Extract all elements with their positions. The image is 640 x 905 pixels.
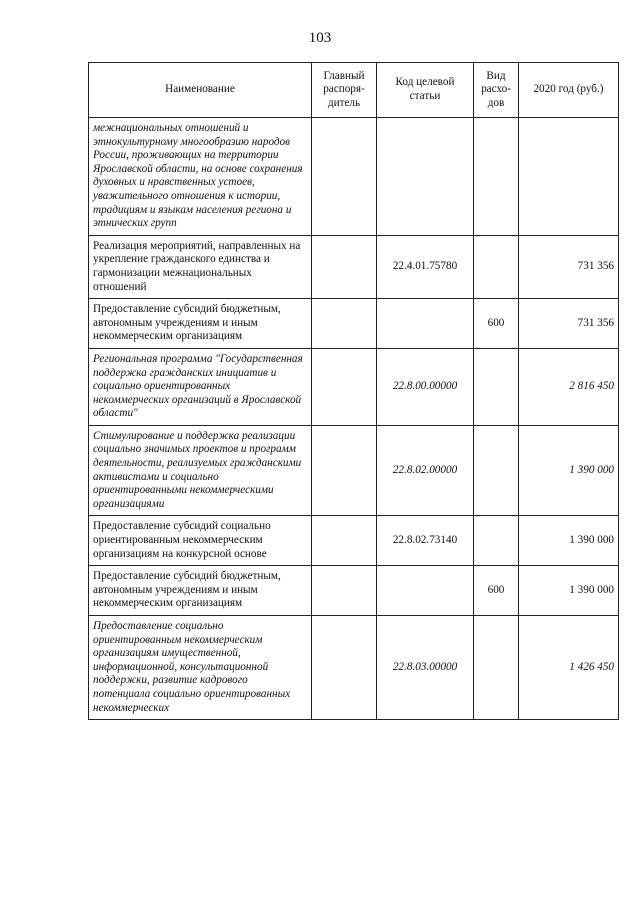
row-expense-type <box>474 616 519 720</box>
table-header-row <box>89 63 619 118</box>
row-expense-type: 600 <box>474 299 519 349</box>
table-row <box>89 118 619 236</box>
row-main-manager <box>312 566 377 616</box>
row-expense-type <box>474 425 519 516</box>
table-row <box>89 566 619 616</box>
row-target-code: 22.8.02.00000 <box>377 425 474 516</box>
row-target-code: 22.8.00.00000 <box>377 348 474 425</box>
row-main-manager <box>312 299 377 349</box>
row-expense-type <box>474 118 519 236</box>
row-main-manager <box>312 348 377 425</box>
row-name: межнациональных отношений и этнокультурному многообразию народов России, проживающих на территории Ярославской области, на основе сохранения духовных и нравственных устоев, уважительного отношения к истории, традициям и языкам населения региона и этнических групп <box>89 118 312 236</box>
header-main-manager: Главный распоря-дитель <box>312 63 377 118</box>
row-expense-type <box>474 235 519 298</box>
row-name: Предоставление социально ориентированным некоммерческим организациям имущественной, информационной, консультационной поддержки, развитие кадрового потенциала социально ориентированных некоммерческих <box>89 616 312 720</box>
row-main-manager <box>312 516 377 566</box>
row-target-code: 22.8.02.73140 <box>377 516 474 566</box>
row-amount: 1 390 000 <box>519 516 619 566</box>
row-name: Реализация мероприятий, направленных на укрепление гражданского единства и гармонизации межнациональных отношений <box>89 235 312 298</box>
row-target-code: 22.4.01.75780 <box>377 235 474 298</box>
row-amount: 731 356 <box>519 299 619 349</box>
row-target-code <box>377 118 474 236</box>
table-row <box>89 616 619 720</box>
header-year-amount: 2020 год (руб.) <box>519 63 619 118</box>
row-target-code: 22.8.03.00000 <box>377 616 474 720</box>
row-amount: 1 390 000 <box>519 425 619 516</box>
row-amount: 731 356 <box>519 235 619 298</box>
row-amount: 1 390 000 <box>519 566 619 616</box>
row-main-manager <box>312 235 377 298</box>
row-main-manager <box>312 118 377 236</box>
row-target-code <box>377 299 474 349</box>
row-name: Региональная программа "Государственная поддержка гражданских инициатив и социально ориентированных некоммерческих организаций в Ярославской области" <box>89 348 312 425</box>
header-target-code: Код целевой статьи <box>377 63 474 118</box>
table-row <box>89 348 619 425</box>
row-expense-type <box>474 516 519 566</box>
row-expense-type <box>474 348 519 425</box>
row-expense-type: 600 <box>474 566 519 616</box>
row-amount: 1 426 450 <box>519 616 619 720</box>
table-row <box>89 299 619 349</box>
page-number: 103 <box>308 30 332 46</box>
header-name: Наименование <box>89 63 312 118</box>
budget-table <box>88 62 619 720</box>
row-name: Предоставление субсидий бюджетным, автономным учреждениям и иным некоммерческим организациям <box>89 299 312 349</box>
row-main-manager <box>312 425 377 516</box>
row-name: Стимулирование и поддержка реализации социально значимых проектов и программ деятельности, реализуемых гражданскими активистами и социально ориентированными некоммерческими организациями <box>89 425 312 516</box>
header-expense-type: Вид расхо-дов <box>474 63 519 118</box>
table-row <box>89 235 619 298</box>
table-row <box>89 516 619 566</box>
row-amount: 2 816 450 <box>519 348 619 425</box>
table-row <box>89 425 619 516</box>
row-name: Предоставление субсидий бюджетным, автономным учреждениям и иным некоммерческим организациям <box>89 566 312 616</box>
row-amount <box>519 118 619 236</box>
row-target-code <box>377 566 474 616</box>
row-name: Предоставление субсидий социально ориентированным некоммерческим организациям на конкурсной основе <box>89 516 312 566</box>
row-main-manager <box>312 616 377 720</box>
